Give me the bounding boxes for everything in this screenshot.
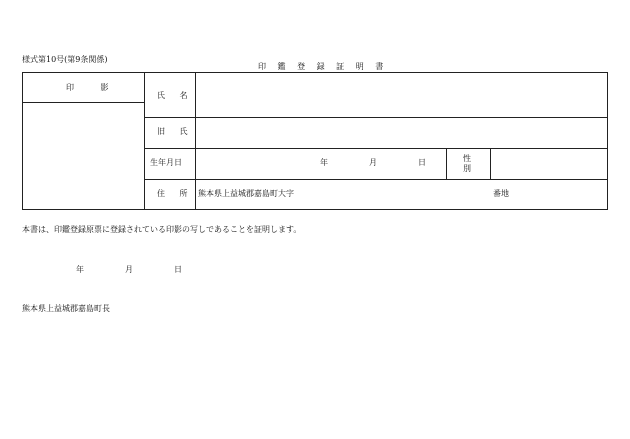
birth-year-unit: 年 (320, 158, 328, 167)
issue-year-unit: 年 (76, 265, 84, 274)
divider-sex-right (490, 148, 491, 179)
divider-sex-left (446, 148, 447, 179)
address-value: 熊本県上益城郡嘉島町大字 (198, 189, 294, 198)
document-title: 印 鑑 登 録 証 明 書 (258, 62, 388, 71)
issue-day-unit: 日 (174, 265, 182, 274)
seal-impression-label: 印 影 (66, 83, 121, 92)
issuing-authority: 熊本県上益城郡嘉島町長 (22, 304, 110, 313)
sex-label-bottom: 別 (463, 164, 471, 173)
birth-month-unit: 月 (369, 158, 377, 167)
sex-label-top: 性 (463, 154, 471, 163)
address-suffix: 番地 (493, 189, 509, 198)
divider-seal-header (22, 102, 144, 103)
name-label: 氏 名 (157, 91, 194, 100)
divider-seal-column (144, 72, 145, 210)
form-number: 様式第10号(第9条関係) (22, 55, 108, 64)
divider-row-name (144, 117, 608, 118)
registration-table (22, 72, 608, 210)
divider-row-birthdate (144, 179, 608, 180)
certification-statement: 本書は、印鑑登録原票に登録されている印影の写しであることを証明します。 (22, 225, 302, 234)
divider-row-former-name (144, 148, 608, 149)
issue-month-unit: 月 (125, 265, 133, 274)
address-label: 住 所 (157, 189, 194, 198)
former-name-label: 旧 氏 (157, 127, 194, 136)
birth-day-unit: 日 (418, 158, 426, 167)
divider-label-column (195, 72, 196, 210)
birthdate-label: 生年月日 (150, 158, 182, 167)
